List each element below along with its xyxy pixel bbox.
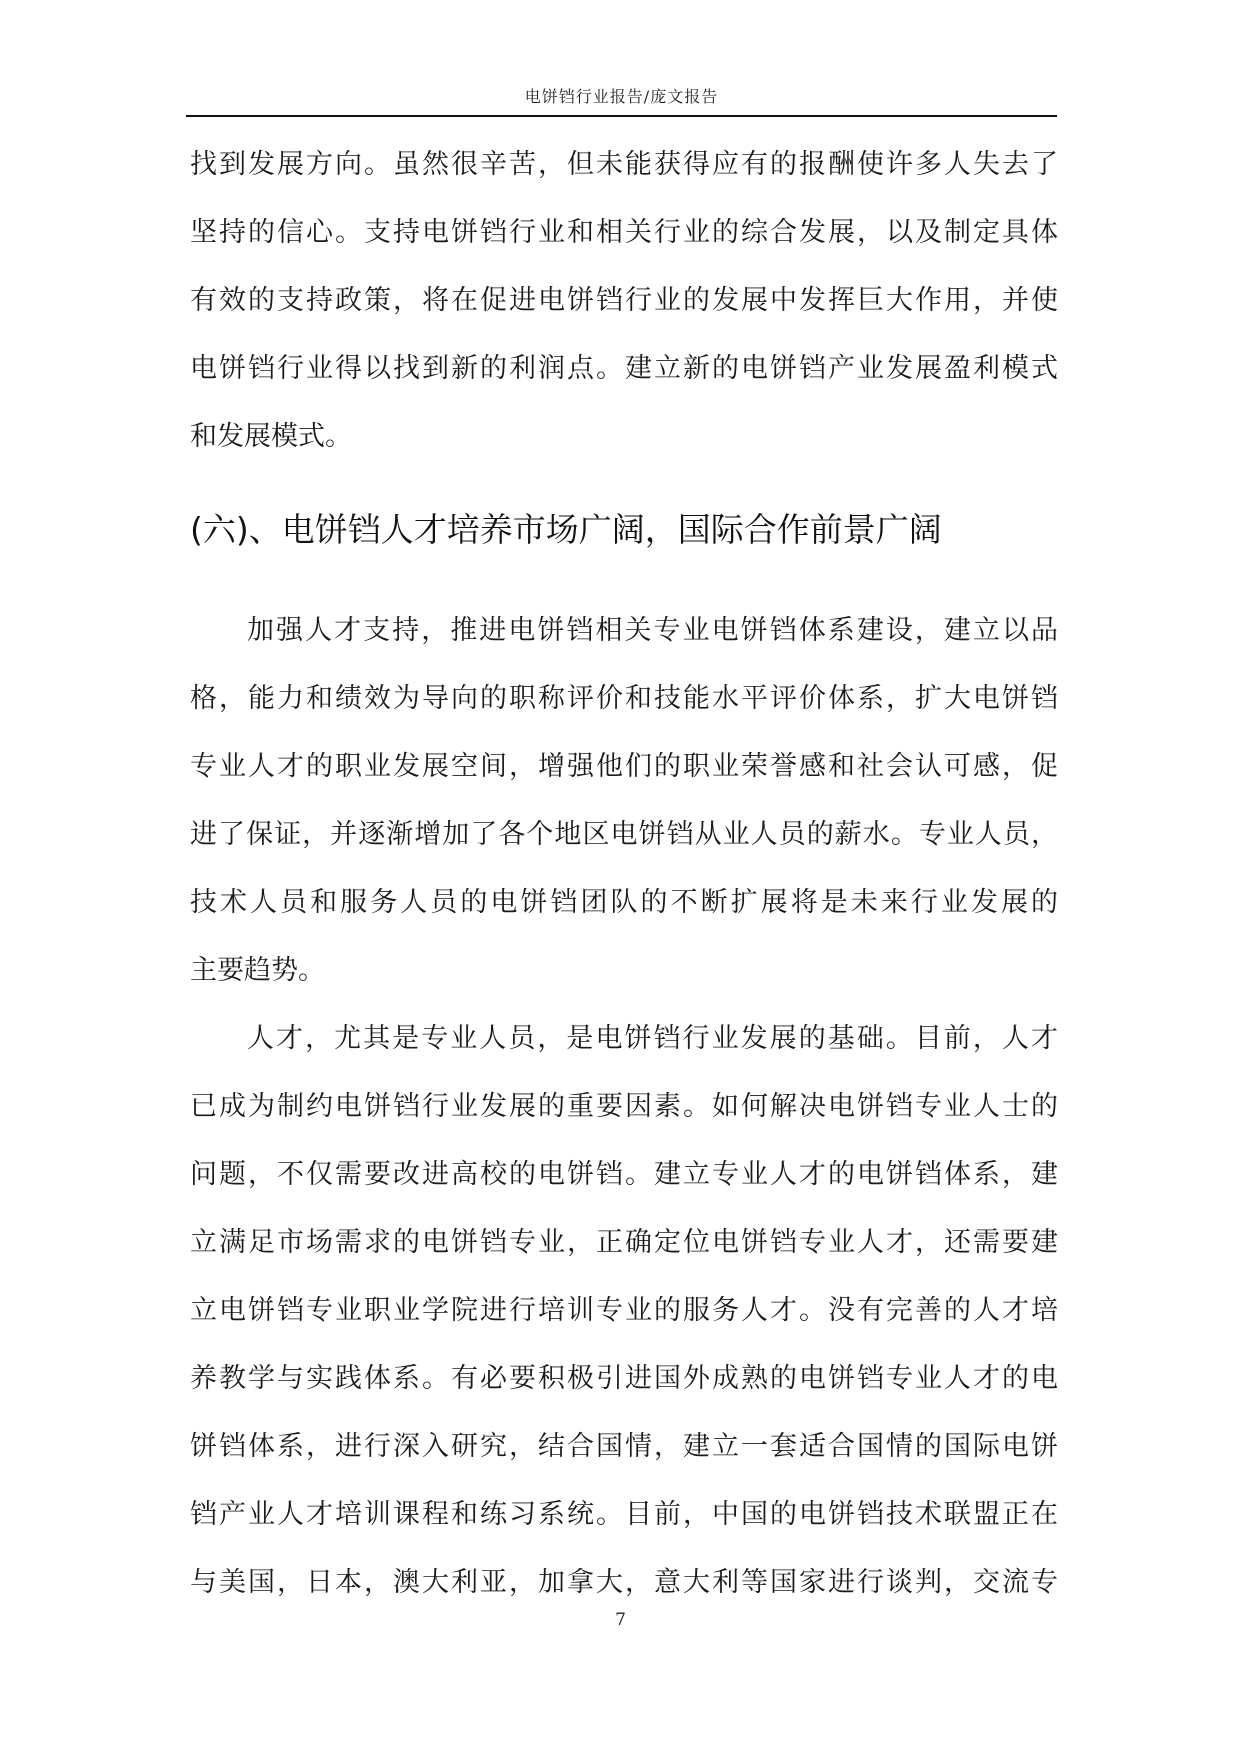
- header-rule: [186, 115, 1057, 117]
- text-line: 铛产业人才培训课程和练习系统。目前，中国的电饼铛技术联盟正在: [190, 1499, 1058, 1530]
- text-line: 问题，不仅需要改进高校的电饼铛。建立专业人才的电饼铛体系，建: [190, 1159, 1058, 1190]
- text-line: 饼铛体系，进行深入研究，结合国情，建立一套适合国情的国际电饼: [190, 1431, 1058, 1462]
- text-line: 立满足市场需求的电饼铛专业，正确定位电饼铛专业人才，还需要建: [190, 1227, 1058, 1258]
- text-line: 电饼铛行业得以找到新的利润点。建立新的电饼铛产业发展盈利模式: [190, 353, 1058, 384]
- text-line: 与美国，日本，澳大利亚，加拿大，意大利等国家进行谈判，交流专: [190, 1567, 1058, 1598]
- text-line: 立电饼铛专业职业学院进行培训专业的服务人才。没有完善的人才培: [190, 1295, 1058, 1326]
- paragraph-talent-support: [190, 597, 1058, 1005]
- text-line: 找到发展方向。虽然很辛苦，但未能获得应有的报酬使许多人失去了: [190, 149, 1058, 180]
- text-line: 坚持的信心。支持电饼铛行业和相关行业的综合发展，以及制定具体: [190, 217, 1058, 248]
- section-heading: (六)、电饼铛人才培养市场广阔，国际合作前景广阔: [190, 510, 942, 549]
- text-line: 主要趋势。: [190, 955, 325, 986]
- text-line: 有效的支持政策，将在促进电饼铛行业的发展中发挥巨大作用，并使: [190, 285, 1058, 316]
- text-line: 加强人才支持，推进电饼铛相关专业电饼铛体系建设，建立以品: [247, 615, 1058, 646]
- text-line: 已成为制约电饼铛行业发展的重要因素。如何解决电饼铛专业人士的: [190, 1091, 1058, 1122]
- running-header: 电饼铛行业报告/庞文报告: [524, 87, 719, 106]
- text-line: 格，能力和绩效为导向的职称评价和技能水平评价体系，扩大电饼铛: [190, 683, 1058, 714]
- text-line: 进了保证，并逐渐增加了各个地区电饼铛从业人员的薪水。专业人员，: [190, 819, 1058, 850]
- text-line: 专业人才的职业发展空间，增强他们的职业荣誉感和社会认可感，促: [190, 751, 1058, 782]
- page-number: 7: [615, 1610, 626, 1630]
- paragraph-talent-foundation: [190, 1005, 1058, 1617]
- text-line: 人才，尤其是专业人员，是电饼铛行业发展的基础。目前，人才: [247, 1023, 1058, 1054]
- text-line: 和发展模式。: [190, 421, 352, 452]
- text-line: 养教学与实践体系。有必要积极引进国外成熟的电饼铛专业人才的电: [190, 1363, 1058, 1394]
- paragraph-continued: [190, 131, 1058, 471]
- text-line: 技术人员和服务人员的电饼铛团队的不断扩展将是未来行业发展的: [190, 887, 1058, 918]
